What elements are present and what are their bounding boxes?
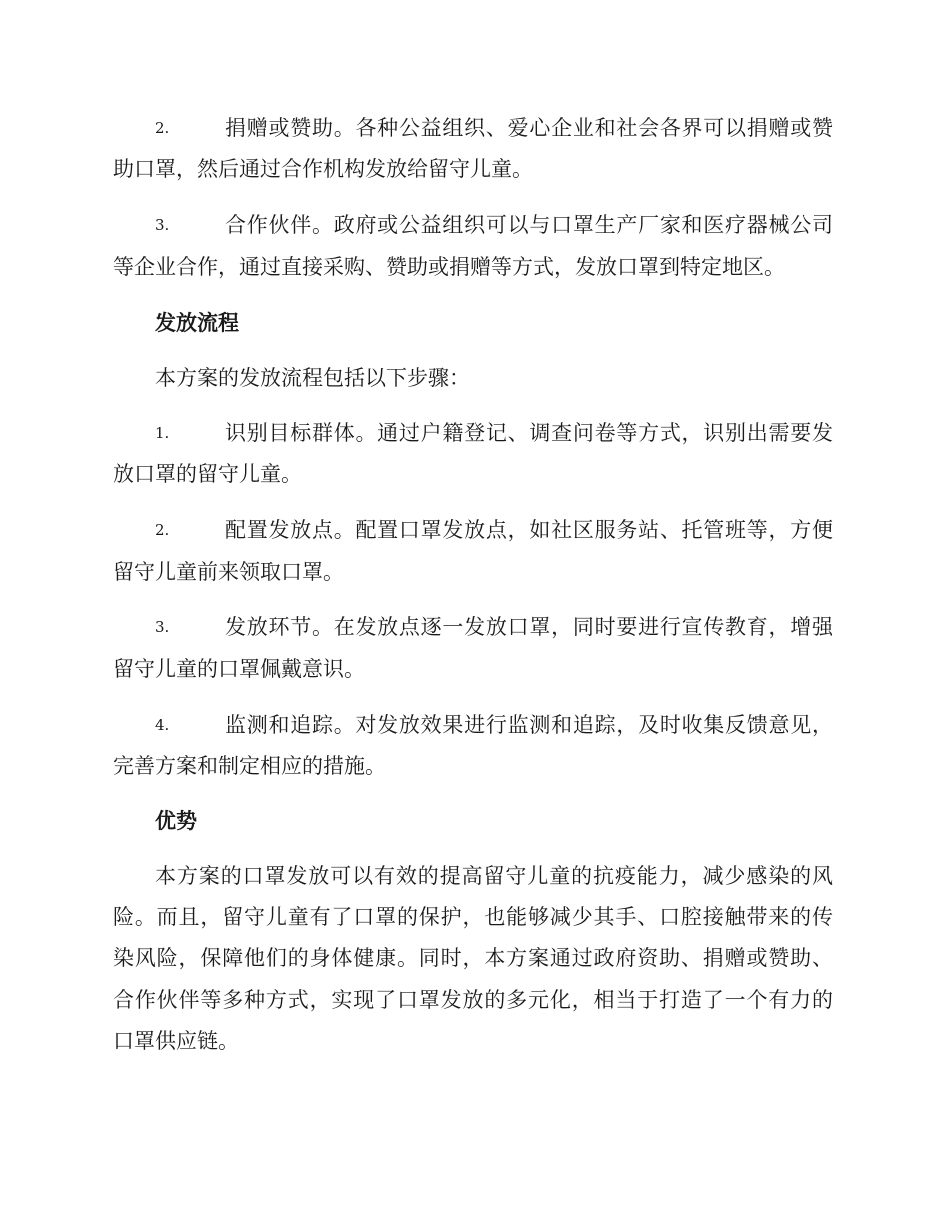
list-number: 2. <box>155 521 170 539</box>
list-item-text: 合作伙伴。政府或公益组织可以与口罩生产厂家和医疗器械公司 <box>225 213 833 237</box>
list-item-text: 配置发放点。配置口罩发放点，如社区服务站、托管班等，方便 <box>225 518 833 542</box>
list-item-text: 放口罩的留守儿童。 <box>113 462 302 486</box>
list-item-text: 发放环节。在发放点逐一发放口罩，同时要进行宣传教育，增强 <box>225 615 833 639</box>
paragraph-line: 染风险，保障他们的身体健康。同时，本方案通过政府资助、捐赠或赞助、 <box>113 946 833 970</box>
list-number: 3. <box>155 216 170 234</box>
paragraph-line: 口罩供应链。 <box>113 1029 239 1053</box>
list-item-text: 监测和追踪。对发放效果进行监测和追踪，及时收集反馈意见， <box>225 713 833 737</box>
section-heading: 优势 <box>155 808 197 833</box>
list-number: 1. <box>155 424 170 442</box>
list-item-text: 留守儿童的口罩佩戴意识。 <box>113 657 365 681</box>
list-item-text: 等企业合作，通过直接采购、赞助或捐赠等方式，发放口罩到特定地区。 <box>113 255 785 279</box>
paragraph: 本方案的发放流程包括以下步骤： <box>155 366 470 390</box>
list-item-text: 识别目标群体。通过户籍登记、调查问卷等方式，识别出需要发 <box>225 421 833 445</box>
paragraph-line: 险。而且，留守儿童有了口罩的保护，也能够减少其手、口腔接触带来的传 <box>113 905 833 929</box>
list-number: 4. <box>155 716 170 734</box>
list-number: 3. <box>155 618 170 636</box>
list-item-text: 留守儿童前来领取口罩。 <box>113 560 344 584</box>
paragraph-line: 本方案的口罩发放可以有效的提高留守儿童的抗疫能力，减少感染的风 <box>155 864 833 888</box>
list-item-text: 捐赠或赞助。各种公益组织、爱心企业和社会各界可以捐赠或赞 <box>225 116 833 140</box>
list-item-text: 助口罩，然后通过合作机构发放给留守儿童。 <box>113 157 533 181</box>
list-number: 2. <box>155 119 170 137</box>
section-heading: 发放流程 <box>155 310 239 335</box>
paragraph-line: 合作伙伴等多种方式，实现了口罩发放的多元化，相当于打造了一个有力的 <box>113 988 833 1012</box>
list-item-text: 完善方案和制定相应的措施。 <box>113 754 386 778</box>
